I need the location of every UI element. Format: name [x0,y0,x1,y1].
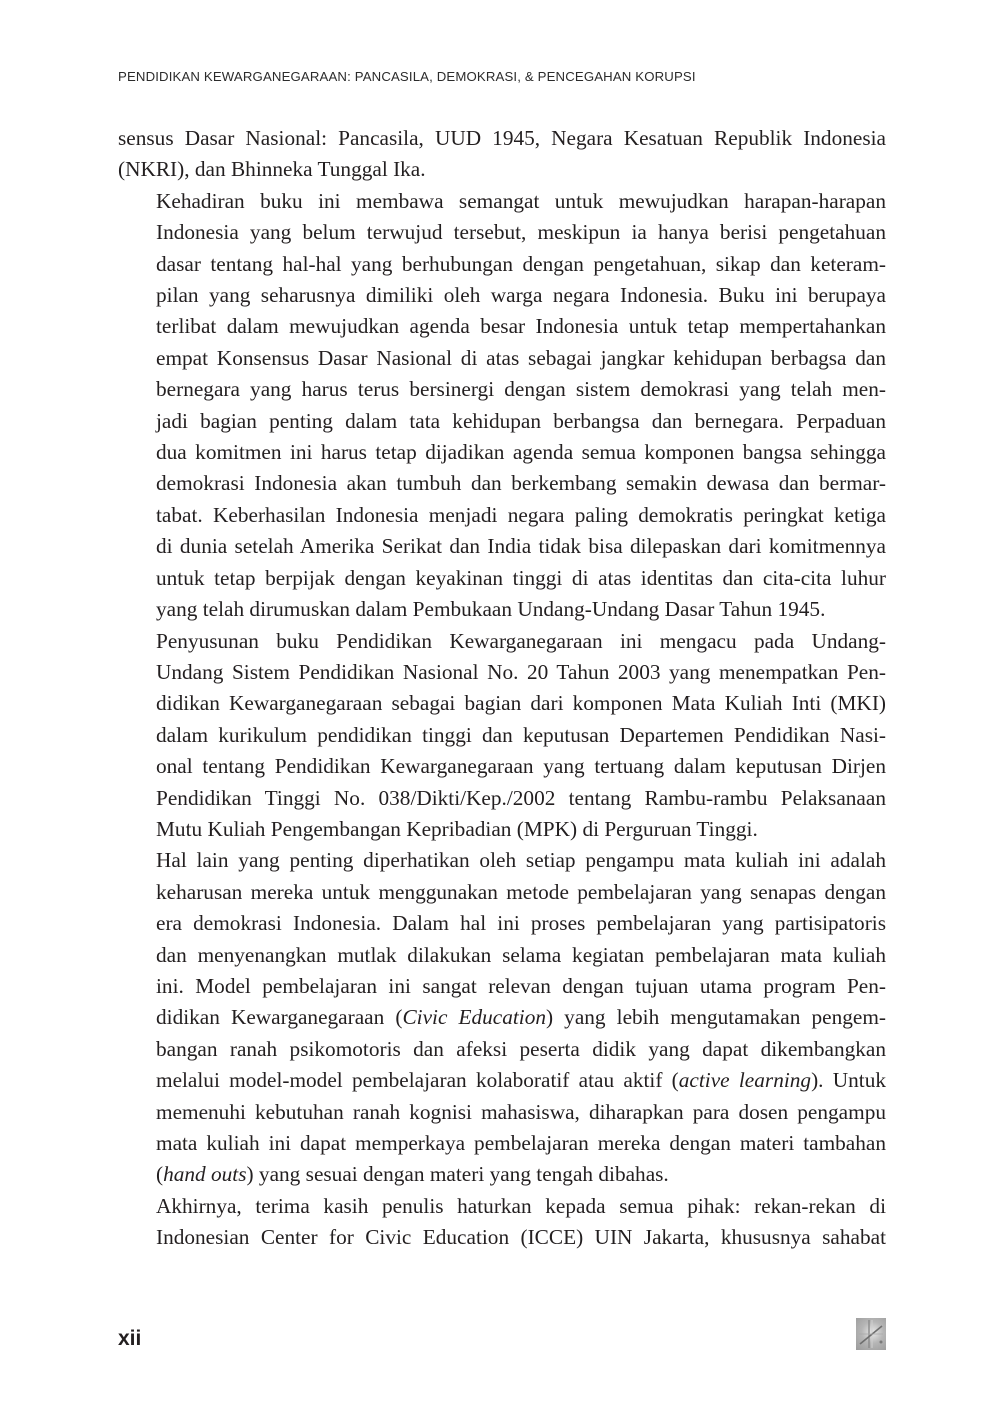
paragraph [118,186,886,626]
italic-term: Civic Education [402,1005,547,1030]
italic-term: hand outs [163,1162,247,1187]
text-line: empat Konsensus Dasar Nasional di atas sebagai jangkar kehidupan berbagsa dan [156,345,886,370]
publisher-logo-icon [856,1318,886,1350]
text-line: di dunia setelah Amerika Serikat dan India tidak bisa dilepaskan dari komitmennya [156,534,886,559]
text-line: pilan yang seharusnya dimiliki oleh warga negara Indonesia. Buku ini berupaya [156,283,886,308]
italic-term: active learning [678,1068,812,1093]
text-line: era demokrasi Indonesia. Dalam hal ini proses pembelajaran yang partisipatoris [156,911,886,936]
text-line: dasar tentang hal-hal yang berhubungan dengan pengetahuan, sikap dan keteram- [156,251,886,276]
text-line: didikan Kewarganegaraan (Civic Education) yang lebih mengutamakan pengem- [156,1005,886,1030]
text-line: tabat. Keberhasilan Indonesia menjadi negara paling demokratis peringkat ketiga [156,502,886,527]
text-line: memenuhi kebutuhan ranah kognisi mahasiswa, diharapkan para dosen pengampu [156,1099,886,1124]
text-line: keharusan mereka untuk menggunakan metode pembelajaran yang senapas dengan [156,879,886,904]
text-line: untuk tetap berpijak dengan keyakinan tinggi di atas identitas dan cita-cita luhur [156,565,886,590]
text-line: Kehadiran buku ini membawa semangat untuk mewujudkan harapan-harapan [156,188,886,213]
text-line: dalam kurikulum pendidikan tinggi dan keputusan Departemen Pendidikan Nasi- [156,722,886,747]
text-line: dua komitmen ini harus tetap dijadikan agenda semua komponen bangsa sehingga [156,440,886,465]
text-line: bangan ranah psikomotoris dan afeksi peserta didik yang dapat dikembangkan [156,1036,886,1061]
paragraph [118,626,886,846]
text-line: Penyusunan buku Pendidikan Kewarganegaraan ini mengacu pada Undang- [156,628,886,653]
text-line: (hand outs) yang sesuai dengan materi yang tengah dibahas. [156,1162,669,1187]
text-line: bernegara yang harus terus bersinergi dengan sistem demokrasi yang telah men- [156,377,886,402]
running-header: PENDIDIKAN KEWARGANEGARAAN: PANCASILA, DEMOKRASI, & PENCEGAHAN KORUPSI [118,69,696,84]
text-line: (NKRI), dan Bhinneka Tunggal Ika. [118,157,426,182]
text-line: demokrasi Indonesia akan tumbuh dan berkembang semakin dewasa dan bermar- [156,471,886,496]
text-line: Akhirnya, terima kasih penulis haturkan kepada semua pihak: rekan-rekan di [156,1193,886,1218]
text-line: yang telah dirumuskan dalam Pembukaan Undang-Undang Dasar Tahun 1945. [156,597,826,622]
paragraph [118,123,886,186]
text-line: ini. Model pembelajaran ini sangat relevan dengan tujuan utama program Pen- [156,973,886,998]
text-line: Indonesia yang belum terwujud tersebut, meskipun ia hanya berisi pengetahuan [156,220,886,245]
text-line: jadi bagian penting dalam tata kehidupan berbangsa dan bernegara. Perpaduan [156,408,886,433]
text-line: Indonesian Center for Civic Education (ICCE) UIN Jakarta, khususnya sahabat [156,1225,886,1250]
text-line: Hal lain yang penting diperhatikan oleh setiap pengampu mata kuliah ini adalah [156,848,886,873]
text-line: Mutu Kuliah Pengembangan Kepribadian (MPK) di Perguruan Tinggi. [156,816,758,841]
text-line: Undang Sistem Pendidikan Nasional No. 20 Tahun 2003 yang menempatkan Pen- [156,659,886,684]
text-line: didikan Kewarganegaraan sebagai bagian dari komponen Mata Kuliah Inti (MKI) [156,691,886,716]
text-line: melalui model-model pembelajaran kolaboratif atau aktif (active learning). Untuk [156,1068,886,1093]
text-line: sensus Dasar Nasional: Pancasila, UUD 1945, Negara Kesatuan Republik Indonesia [118,126,886,150]
text-line: Pendidikan Tinggi No. 038/Dikti/Kep./2002 tentang Rambu-rambu Pelaksanaan [156,785,886,810]
text-line: dan menyenangkan mutlak dilakukan selama kegiatan pembelajaran mata kuliah [156,942,886,967]
page-number: xii [118,1327,142,1350]
publisher-logo-glyph [856,1318,886,1350]
paragraph [118,845,886,1190]
text-line: mata kuliah ini dapat memperkaya pembelajaran mereka dengan materi tambahan [156,1131,886,1155]
text-line: onal tentang Pendidikan Kewarganegaraan yang tertuang dalam keputusan Dirjen [156,754,886,779]
text-line: terlibat dalam mewujudkan agenda besar Indonesia untuk tetap mempertahankan [156,314,886,339]
paragraph [118,1191,886,1254]
body-text [118,123,886,1254]
